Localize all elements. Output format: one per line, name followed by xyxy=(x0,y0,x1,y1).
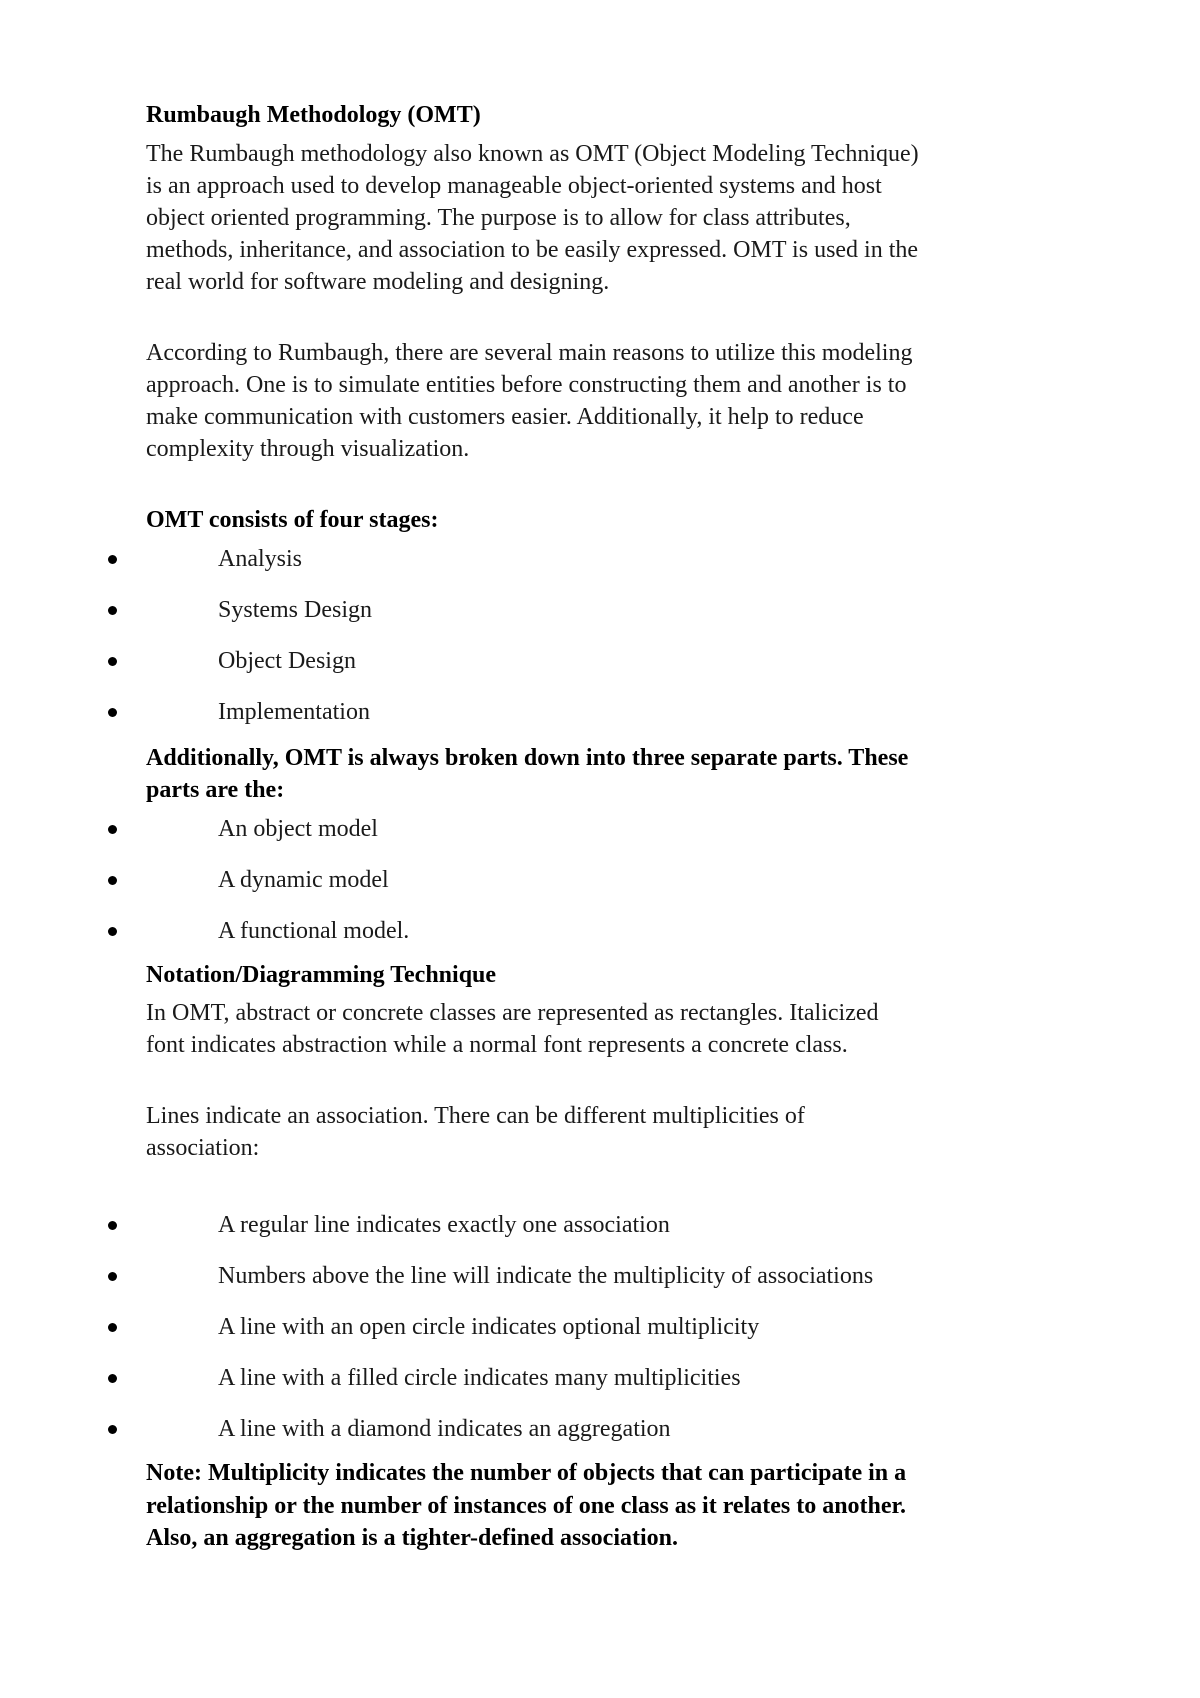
notation-line: font indicates abstraction while a normal font represents a concrete class. xyxy=(146,1032,848,1058)
bullet-icon xyxy=(108,825,117,834)
stage-label: Object Design xyxy=(218,648,356,674)
note-line: Also, an aggregation is a tighter-defined association. xyxy=(146,1525,678,1551)
notation-line: In OMT, abstract or concrete classes are represented as rectangles. Italicized xyxy=(146,1000,879,1026)
bullet-icon xyxy=(108,1221,117,1230)
lines-line: association: xyxy=(146,1135,260,1161)
intro-line: real world for software modeling and designing. xyxy=(146,269,610,295)
reasons-line: approach. One is to simulate entities before constructing them and another is to xyxy=(146,372,907,398)
line-type-label: A line with a filled circle indicates many multiplicities xyxy=(218,1365,741,1391)
notation-heading: Notation/Diagramming Technique xyxy=(146,962,497,988)
parts-heading: Additionally, OMT is always broken down into three separate parts. These xyxy=(146,745,909,771)
reasons-line: make communication with customers easier. Additionally, it help to reduce xyxy=(146,404,864,430)
part-label: An object model xyxy=(218,816,378,842)
bullet-icon xyxy=(108,606,117,615)
stage-label: Analysis xyxy=(218,546,302,572)
bullet-icon xyxy=(108,1374,117,1383)
part-label: A functional model. xyxy=(218,918,410,944)
bullet-icon xyxy=(108,1323,117,1332)
note-line: relationship or the number of instances of one class as it relates to another. xyxy=(146,1493,906,1519)
intro-line: The Rumbaugh methodology also known as OMT (Object Modeling Technique) xyxy=(146,141,919,167)
bullet-icon xyxy=(108,708,117,717)
bullet-icon xyxy=(108,927,117,936)
intro-line: object oriented programming. The purpose is to allow for class attributes, xyxy=(146,205,851,231)
line-type-label: A line with a diamond indicates an aggregation xyxy=(218,1416,671,1442)
bullet-icon xyxy=(108,657,117,666)
bullet-icon xyxy=(108,876,117,885)
part-label: A dynamic model xyxy=(218,867,389,893)
stage-label: Implementation xyxy=(218,699,370,725)
reasons-line: According to Rumbaugh, there are several main reasons to utilize this modeling xyxy=(146,340,913,366)
bullet-icon xyxy=(108,1272,117,1281)
lines-line: Lines indicate an association. There can be different multiplicities of xyxy=(146,1103,805,1129)
stages-heading: OMT consists of four stages: xyxy=(146,507,439,533)
intro-line: is an approach used to develop manageable object-oriented systems and host xyxy=(146,173,882,199)
reasons-line: complexity through visualization. xyxy=(146,436,470,462)
note-line: Note: Multiplicity indicates the number of objects that can participate in a xyxy=(146,1460,907,1486)
page-title: Rumbaugh Methodology (OMT) xyxy=(146,102,481,128)
stage-label: Systems Design xyxy=(218,597,373,623)
bullet-icon xyxy=(108,555,117,564)
line-type-label: A line with an open circle indicates optional multiplicity xyxy=(218,1314,760,1340)
parts-heading: parts are the: xyxy=(146,777,285,803)
intro-line: methods, inheritance, and association to be easily expressed. OMT is used in the xyxy=(146,237,919,263)
line-type-label: A regular line indicates exactly one association xyxy=(218,1212,670,1238)
bullet-icon xyxy=(108,1425,117,1434)
line-type-label: Numbers above the line will indicate the multiplicity of associations xyxy=(218,1263,874,1289)
